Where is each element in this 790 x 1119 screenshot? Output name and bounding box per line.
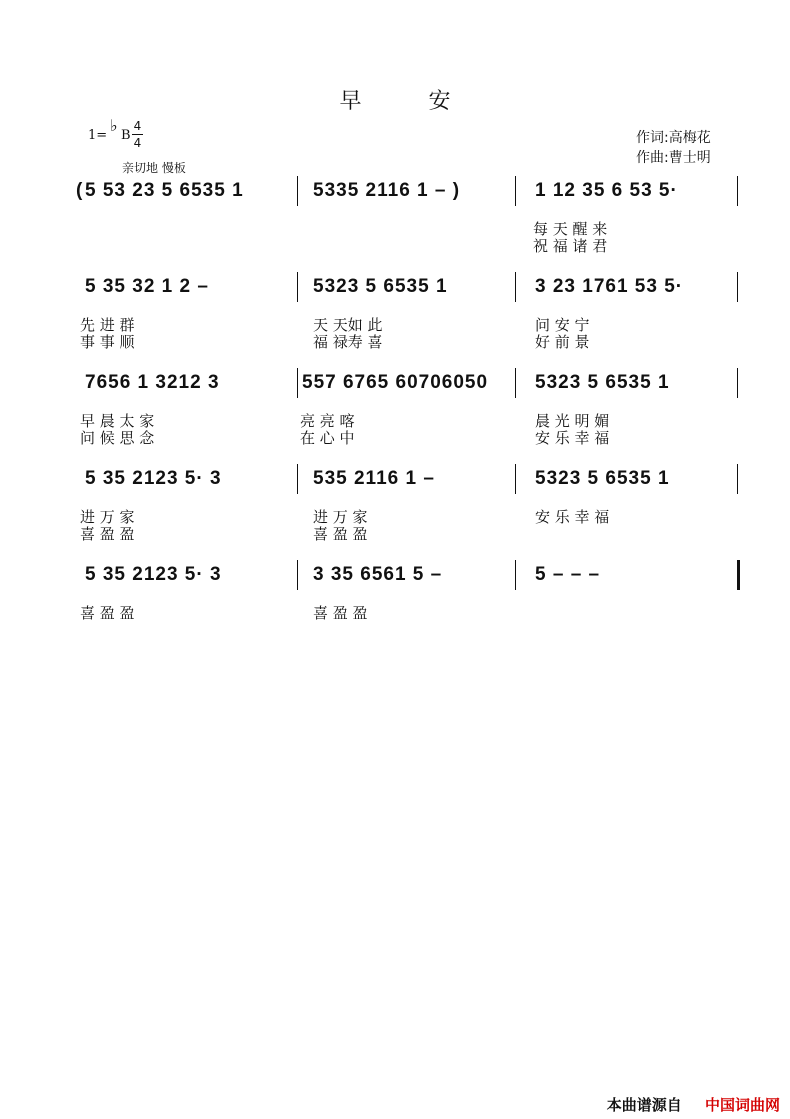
notation-measure: 5323 5 6535 1	[535, 468, 670, 489]
bar-line	[515, 464, 516, 494]
notation-measure: 3 35 6561 5 –	[313, 564, 443, 585]
lyricist: 作词:高梅花	[636, 130, 711, 146]
bar-line	[737, 176, 738, 206]
bar-line	[297, 560, 298, 590]
lyric-line: 进 万 家	[80, 508, 135, 526]
bar-line	[737, 464, 738, 494]
bar-line	[515, 272, 516, 302]
notation-measure: 5323 5 6535 1	[313, 276, 448, 297]
notation-measure: 7656 1 3212 3	[85, 372, 220, 393]
time-divider	[132, 134, 143, 135]
bar-line	[297, 368, 298, 398]
lyric-line: 晨 光 明 媚	[535, 412, 610, 430]
time-top: 4	[133, 119, 142, 133]
time-signature	[132, 119, 143, 150]
credits	[636, 128, 711, 168]
notation-measure: 5 35 32 1 2 –	[85, 276, 209, 297]
bar-line	[737, 368, 738, 398]
lyric-line: 进 万 家	[313, 508, 368, 526]
lyric-line: 祝 福 诸 君	[533, 237, 608, 255]
composer: 作曲:曹士明	[636, 150, 711, 166]
notation-measure: 5 35 2123 5· 3	[85, 468, 222, 489]
bar-line	[297, 176, 298, 206]
notation-measure: 5335 2116 1 – )	[313, 180, 461, 201]
bar-line	[297, 464, 298, 494]
lyric-line: 安 乐 幸 福	[535, 508, 610, 526]
lyric-line: 每 天 醒 来	[533, 220, 608, 238]
key-letter: B	[121, 128, 131, 143]
bar-line	[297, 272, 298, 302]
footer-source: 本曲谱源自	[606, 1096, 682, 1114]
flat-sign: ♭	[110, 116, 118, 135]
notation-measure: (	[76, 180, 84, 201]
lyric-line: 好 前 景	[535, 333, 590, 351]
lyric-line: 问 安 宁	[535, 316, 590, 334]
key-signature: 1=	[88, 128, 108, 143]
lyric-line: 安 乐 幸 福	[535, 429, 610, 447]
notation-measure: 5323 5 6535 1	[535, 372, 670, 393]
notation-measure: 1 12 35 6 53 5·	[535, 180, 678, 201]
notation-measure: 3 23 1761 53 5·	[535, 276, 684, 297]
notation-measure: 557 6765 60706050	[302, 372, 489, 393]
lyric-line: 喜 盈 盈	[313, 604, 368, 622]
lyric-line: 先 进 群	[80, 316, 135, 334]
lyric-line: 喜 盈 盈	[80, 525, 135, 543]
bar-line	[737, 272, 738, 302]
lyric-line: 早 晨 太 家	[80, 412, 155, 430]
score-title: 早 安	[339, 89, 481, 114]
lyric-line: 天 天如 此	[313, 316, 383, 334]
footer	[607, 1094, 780, 1115]
lyric-line: 亮 亮 喀	[300, 412, 355, 430]
lyric-line: 在 心 中	[300, 429, 355, 447]
bar-line	[515, 368, 516, 398]
lyric-line: 喜 盈 盈	[313, 525, 368, 543]
lyric-line: 喜 盈 盈	[80, 604, 135, 622]
lyric-line: 问 候 思 念	[80, 429, 155, 447]
tempo-marking: 亲切地 慢板	[122, 161, 186, 175]
footer-site: 中国词曲网	[704, 1096, 780, 1114]
bar-line	[515, 176, 516, 206]
lyric-line: 福 禄寿 喜	[313, 333, 383, 351]
notation-measure: 5 – – –	[535, 564, 601, 585]
bar-line	[737, 560, 740, 590]
lyric-line: 事 事 顺	[80, 333, 135, 351]
bar-line	[515, 560, 516, 590]
time-bottom: 4	[133, 136, 142, 150]
notation-measure: 5 35 2123 5· 3	[85, 564, 222, 585]
notation-measure: 535 2116 1 –	[313, 468, 435, 489]
notation-measure: 5 53 23 5 6535 1	[85, 180, 244, 201]
